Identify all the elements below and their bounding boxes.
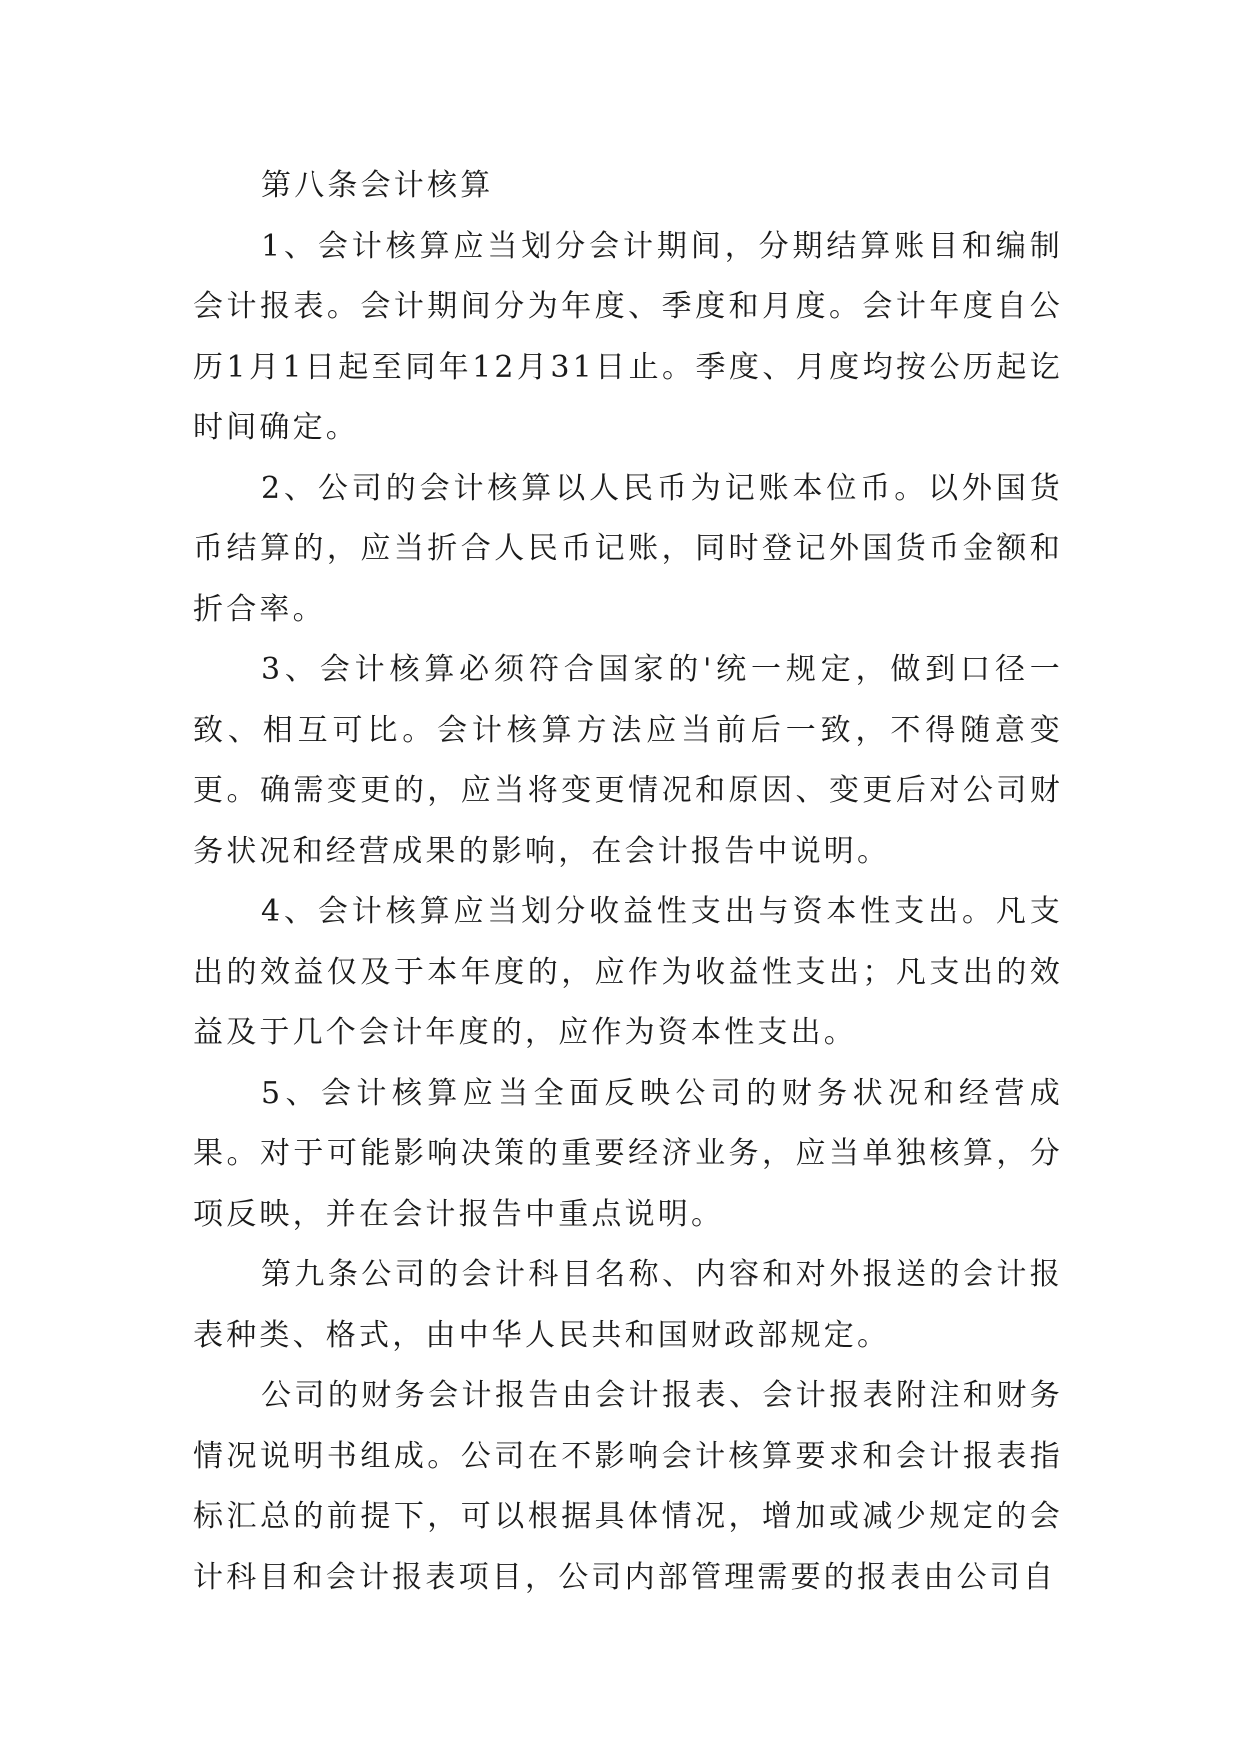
paragraph-accounting-periods: 1、会计核算应当划分会计期间，分期结算账目和编制会计报表。会计期间分为年度、季度和月度。会计年度自公历1月1日起至同年12月31日止。季度、月度均按公历起讫时间确定。 <box>193 228 1063 445</box>
article-9-paragraph: 第九条公司的会计科目名称、内容和对外报送的会计报表种类、格式，由中华人民共和国财政部规定。 <box>193 1257 1063 1353</box>
paragraph-expenditures: 4、会计核算应当划分收益性支出与资本性支出。凡支出的效益仅及于本年度的，应作为收益性支出；凡支出的效益及于几个会计年度的，应作为资本性支出。 <box>193 894 1063 1050</box>
article-8-heading: 第八条会计核算 <box>261 168 494 203</box>
document-body <box>193 156 1063 1608</box>
paragraph-consistency: 3、会计核算必须符合国家的'统一规定，做到口径一致、相互可比。会计核算方法应当前后一致，不得随意变更。确需变更的，应当将变更情况和原因、变更后对公司财务状况和经营成果的影响，在会计报告中说明。 <box>193 652 1063 869</box>
paragraph-full-reflection: 5、会计核算应当全面反映公司的财务状况和经营成果。对于可能影响决策的重要经济业务，应当单独核算，分项反映，并在会计报告中重点说明。 <box>193 1075 1063 1232</box>
paragraph-financial-report: 公司的财务会计报告由会计报表、会计报表附注和财务情况说明书组成。公司在不影响会计核算要求和会计报表指标汇总的前提下，可以根据具体情况，增加或减少规定的会计科目和会计报表项目，公司内部管理需要的报表由公司自 <box>193 1378 1063 1595</box>
paragraph-currency: 2、公司的会计核算以人民币为记账本位币。以外国货币结算的，应当折合人民币记账，同时登记外国货币金额和折合率。 <box>193 470 1063 627</box>
